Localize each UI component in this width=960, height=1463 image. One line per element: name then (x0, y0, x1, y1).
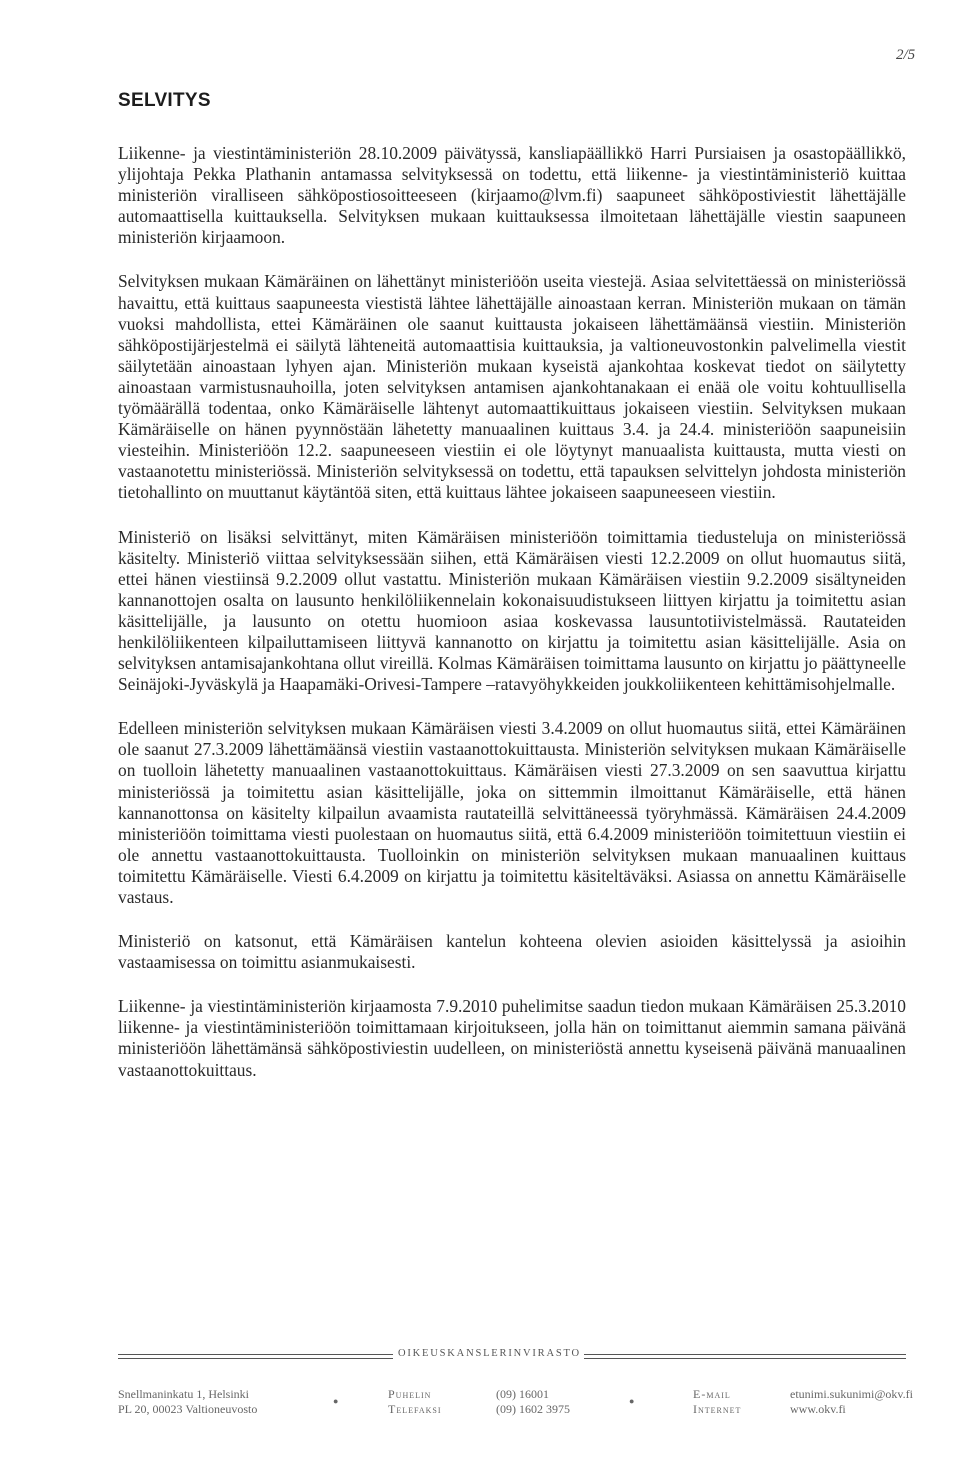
footer-phone-numbers (496, 1387, 570, 1417)
footer-contact-values (790, 1387, 913, 1417)
divider-line (584, 1358, 906, 1359)
paragraph-3: Ministeriö on lisäksi selvittänyt, miten Kämäräisen ministeriöön toimittamia tiedusteluja on ministeriössä käsitelty. Ministeriö viittaa selvityksessään siihen, että Kämäräisen viesti 12.2.2009 on ollut huomautus siitä, ettei hänen viestiinsä 9.2.2009 ollut vastattu. Ministeriön mukaan Kämäräisen viestiin 9.2.2009 sisältyneiden kannanottojen osalta on lausunto henkilöliikennelain kokonaisuudistukseen liittyen kirjattu ja toimitettu asian käsittelijälle, ja lausunto on otettu huomioon asiaa koskevassa lausuntotiivistelmässä. Rautateiden henkilöliikenteen kilpailuttamiseen liittyvä kannanotto on kirjattu ja toimitettu asian käsittelijälle. Asia on selvityksen antamisajankohtana ollut vireillä. Kolmas Kämäräisen toimittama lausunto on kirjattu jo päättyneelle Seinäjoki-Jyväskylä ja Haapamäki-Orivesi-Tampere –ratavyöhykkeiden joukkoliikenteen kehittämisohjelmalle. (118, 526, 906, 695)
paragraph-1: Liikenne- ja viestintäministeriön 28.10.2009 päivätyssä, kansliapäällikkö Harri Pursiaisen ja osastopäällikkö, ylijohtaja Pekka Plathanin antamassa selvityksessä on todettu, että liikenne- ja viestintäministeriö kuittaa ministeriön viralliseen sähköpostiosoitteeseen (kirjaamo@lvm.fi) saapuneet sähköpostiviestit lähettäjälle automaattisella kuittauksella. Selvityksen mukaan kuittauksessa ilmoitetaan lähettäjälle viestin saapuneen ministeriön kirjaamoon. (118, 143, 906, 248)
footer (0, 1387, 960, 1427)
footer-address (118, 1387, 257, 1417)
paragraph-4: Edelleen ministeriön selvityksen mukaan Kämäräisen viesti 3.4.2009 on ollut huomautus siitä, ettei Kämäräinen ole saanut 27.3.2009 lähettämäänsä viestiin vastaanottokuittausta. Ministeriön selvityksen mukaan Kämäräiselle on tuolloin lähetetty manuaalinen vastaanottokuittaus. Kämäräisen viesti 27.3.2009 on sen saavuttua kirjattu ministeriössä ja toimitettu asian käsittelijälle, joka on sittemmin ilmoittanut Kämäräiselle, että hänen kannanottonsa on käsitelty kilpailun avaamista rautateillä selvittäneessä työryhmässä. Kämäräisen 24.4.2009 ministeriöön toimittama viesti puolestaan on huomautus siitä, että 6.4.2009 ministeriöön toimitettuun viestiin ei ole annettu vastaanottokuittausta. Tuolloinkin on ministeriön selvityksen mukaan manuaalinen kuittaus toimitettu Kämäräiselle. Viesti 6.4.2009 on kirjattu ja toimitettu käsiteltäväksi. Asiassa on annettu Kämäräiselle vastaus. (118, 718, 906, 907)
paragraph-5: Ministeriö on katsonut, että Kämäräisen kantelun kohteena olevien asioiden käsittelyssä ja asioihin vastaamisessa on toimittu asianmukaisesti. (118, 931, 906, 973)
bullet-icon: ● (333, 1396, 339, 1406)
bullet-icon: ● (629, 1396, 635, 1406)
website-link[interactable]: www.okv.fi (790, 1402, 846, 1416)
phone-number: (09) 16001 (496, 1387, 549, 1401)
footer-divider (118, 1348, 906, 1368)
phone-label: Puhelin (388, 1387, 432, 1401)
document-body (118, 143, 906, 1104)
divider-line (118, 1358, 393, 1359)
divider-line (584, 1354, 906, 1355)
footer-organization: OIKEUSKANSLERINVIRASTO (398, 1348, 581, 1359)
section-heading: SELVITYS (118, 90, 211, 111)
footer-phone-labels (388, 1387, 442, 1417)
paragraph-6: Liikenne- ja viestintäministeriön kirjaamosta 7.9.2010 puhelimitse saadun tiedon mukaan Kämäräisen 25.3.2010 liikenne- ja viestintäministeriöön toimittamaan kirjoitukseen, jolla hän on toimittanut aiemmin samana päivänä ministeriöön lähettämänsä sähköpostiviestin uudelleen, on ministeriöstä annettu kyseisenä päivänä manuaalinen vastaanottokuittaus. (118, 996, 906, 1080)
internet-label: Internet (693, 1402, 742, 1416)
email-label: E-mail (693, 1387, 731, 1401)
footer-contact-labels (693, 1387, 741, 1417)
page-number: 2/5 (896, 47, 916, 63)
address-line-2: PL 20, 00023 Valtioneuvosto (118, 1402, 258, 1416)
email-address[interactable]: etunimi.sukunimi@okv.fi (790, 1387, 913, 1401)
fax-number: (09) 1602 3975 (496, 1402, 570, 1416)
fax-label: Telefaksi (388, 1402, 442, 1416)
address-line-1: Snellmaninkatu 1, Helsinki (118, 1387, 249, 1401)
divider-line (118, 1354, 393, 1355)
paragraph-2: Selvityksen mukaan Kämäräinen on lähettänyt ministeriöön useita viestejä. Asiaa selvitettäessä on ministeriössä havaittu, että kuittaus saapuneesta viestistä lähtee lähettäjälle ainoastaan kerran. Ministeriön mukaan on tämän vuoksi mahdollista, ettei Kämäräinen ole saanut kuittausta jokaiseen lähettämäänsä viestiin. Ministeriön sähköpostijärjestelmä ei säilytä lähteneitä automaattisia kuittauksia, ja valtioneuvostonkin palvelimella viestit säilytetään ainoastaan lyhyen ajan. Ministeriön mukaan kyseistä ajankohtaa koskevat tiedot on säilytetty ainoastaan varmistusnauhoilla, joten selvityksen antamisen ajankohtanakaan ei enää ole voitu kohtuullisella työmäärällä todentaa, onko Kämäräiselle lähtenyt automaattikuittaus jokaiseen viestiin. Selvityksen mukaan Kämäräiselle on hänen pyynnöstään lähetetty manuaalinen kuittaus 3.4. ja 24.4. ministeriöön saapuneisiin viesteihin. Ministeriöön 12.2. saapuneeseen viestiin ei ole löytynyt manuaalista kuittausta, mutta viesti on vastaanotettu ministeriössä. Ministeriön selvityksessä on todettu, että tapauksen selvittelyn johdosta ministeriön tietohallinto on muuttanut käytäntöä siten, että kuittaus lähtee jokaiseen saapuneeseen viestiin. (118, 271, 906, 503)
